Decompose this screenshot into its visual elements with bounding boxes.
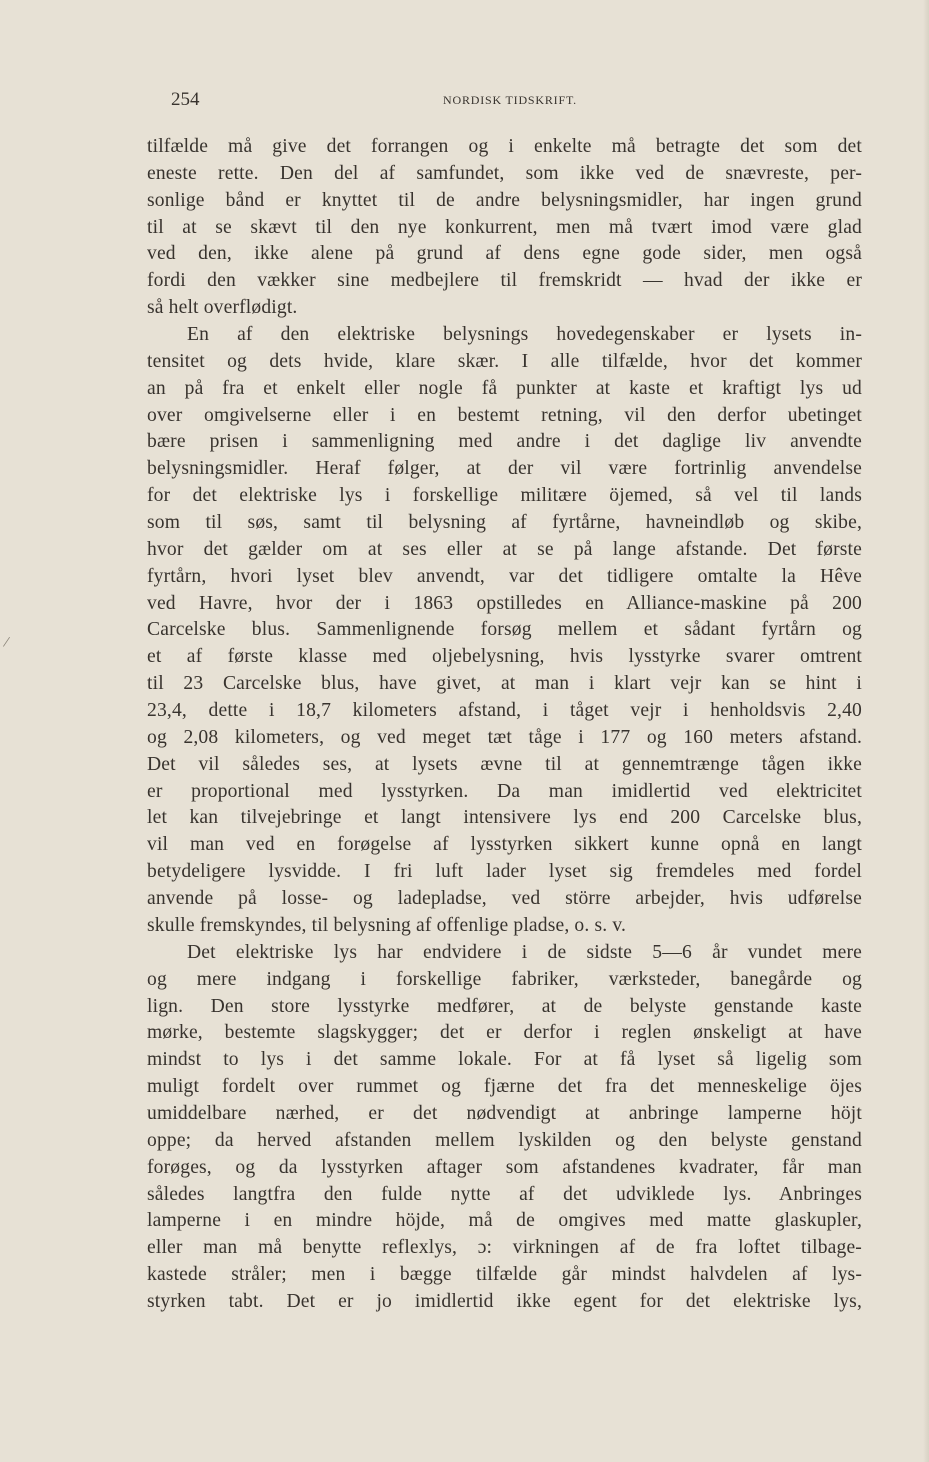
text-line: belysningsmidler. Heraf følger, at der vil være fortrinlig anvendelse [147, 458, 862, 480]
page-edge [923, 0, 929, 1462]
text-line: er proportional med lysstyrken. Da man imidlertid ved elektricitet [147, 780, 862, 802]
text-line: let kan tilvejebringe et langt intensivere lys end 200 Carcelske blus, [147, 807, 862, 829]
text-line: 23,4, dette i 18,7 kilometers afstand, i tåget vejr i henholdsvis 2,40 [147, 700, 862, 722]
text-line: mørke, bestemte slagskygger; det er derfor i reglen ønskeligt at have [147, 1022, 862, 1044]
text-line: forøges, og da lysstyrken aftager som afstandenes kvadrater, får man [147, 1156, 862, 1178]
text-line: fordi den vækker sine medbejlere til fremskridt — hvad der ikke er [147, 270, 862, 292]
text-line: sonlige bånd er knyttet til de andre belysningsmidler, har ingen grund [147, 189, 862, 211]
text-line: eller man må benytte reflexlys, ɔ: virkningen af de fra loftet tilbage- [147, 1237, 862, 1259]
text-line: kastede stråler; men i bægge tilfælde går mindst halvdelen af lys- [147, 1264, 862, 1286]
text-line: og mere indgang i forskellige fabriker, værksteder, banegårde og [147, 968, 862, 990]
text-line: bære prisen i sammenligning med andre i det daglige liv anvendte [147, 431, 862, 453]
text-line: vil man ved en forøgelse af lysstyrken sikkert kunne opnå en langt [147, 834, 862, 856]
text-line: Det elektriske lys har endvidere i de sidste 5—6 år vundet mere [187, 941, 862, 963]
text-line: og 2,08 kilometers, og ved meget tæt tåge i 177 og 160 meters afstand. [147, 726, 862, 748]
text-line: styrken tabt. Det er jo imidlertid ikke egent for det elektriske lys, [147, 1290, 862, 1312]
running-title: NORDISK TIDSKRIFT. [443, 93, 577, 107]
text-line: lamperne i en mindre höjde, må de omgives med matte glaskupler, [147, 1210, 862, 1232]
text-line: fyrtårn, hvori lyset blev anvendt, var det tidligere omtalte la Hêve [147, 565, 862, 587]
text-line: anvende på losse- og ladepladse, ved större arbejder, hvis udførelse [147, 888, 862, 910]
text-line: skulle fremskyndes, til belysning af offenlige pladse, o. s. v. [147, 914, 627, 936]
text-line: En af den elektriske belysnings hovedegenskaber er lysets in- [187, 324, 862, 346]
text-line: over omgivelserne eller i en bestemt retning, vil den derfor ubetinget [147, 404, 862, 426]
page-number: 254 [171, 89, 200, 110]
text-line: et af første klasse med oljebelysning, hvis lysstyrke svarer omtrent [147, 646, 862, 668]
text-line: eneste rette. Den del af samfundet, som ikke ved de snævreste, per- [147, 162, 862, 184]
text-line: an på fra et enkelt eller nogle få punkter at kaste et kraftigt lys ud [147, 377, 862, 399]
body-text [147, 134, 862, 1316]
text-line: ved Havre, hvor der i 1863 opstilledes en Alliance-maskine på 200 [147, 592, 862, 614]
text-line: så helt overflødigt. [147, 297, 298, 319]
text-line: lign. Den store lysstyrke medfører, at de belyste genstande kaste [147, 995, 862, 1017]
text-line: mindst to lys i det samme lokale. For at få lyset så ligelig som [147, 1049, 862, 1071]
text-line: umiddelbare nærhed, er det nødvendigt at anbringe lamperne höjt [147, 1102, 862, 1124]
text-line: til 23 Carcelske blus, have givet, at man i klart vejr kan se hint i [147, 673, 862, 695]
text-line: oppe; da herved afstanden mellem lyskilden og den belyste genstand [147, 1129, 862, 1151]
text-line: således langtfra den fulde nytte af det udviklede lys. Anbringes [147, 1183, 862, 1205]
text-line: Det vil således ses, at lysets ævne til at gennemtrænge tågen ikke [147, 753, 862, 775]
text-line: ved den, ikke alene på grund af dens egne gode sider, men også [147, 243, 862, 265]
text-line: tilfælde må give det forrangen og i enkelte må betragte det som det [147, 136, 862, 157]
text-line: for det elektriske lys i forskellige militære öjemed, så vel til lands [147, 485, 862, 507]
text-line: hvor det gælder om at ses eller at se på lange afstande. Det første [147, 538, 862, 560]
text-line: til at se skævt til den nye konkurrent, men må tvært imod være glad [147, 216, 862, 238]
margin-pencil-mark: / [2, 633, 11, 652]
text-line: muligt fordelt over rummet og fjærne det fra det menneskelige öjes [147, 1076, 862, 1098]
text-line: betydeligere lysvidde. I fri luft lader lyset sig fremdeles med fordel [147, 861, 862, 883]
text-line: Carcelske blus. Sammenlignende forsøg mellem et sådant fyrtårn og [147, 619, 862, 641]
text-line: tensitet og dets hvide, klare skær. I alle tilfælde, hvor det kommer [147, 350, 862, 372]
text-line: som til søs, samt til belysning af fyrtårne, havneindløb og skibe, [147, 512, 862, 534]
